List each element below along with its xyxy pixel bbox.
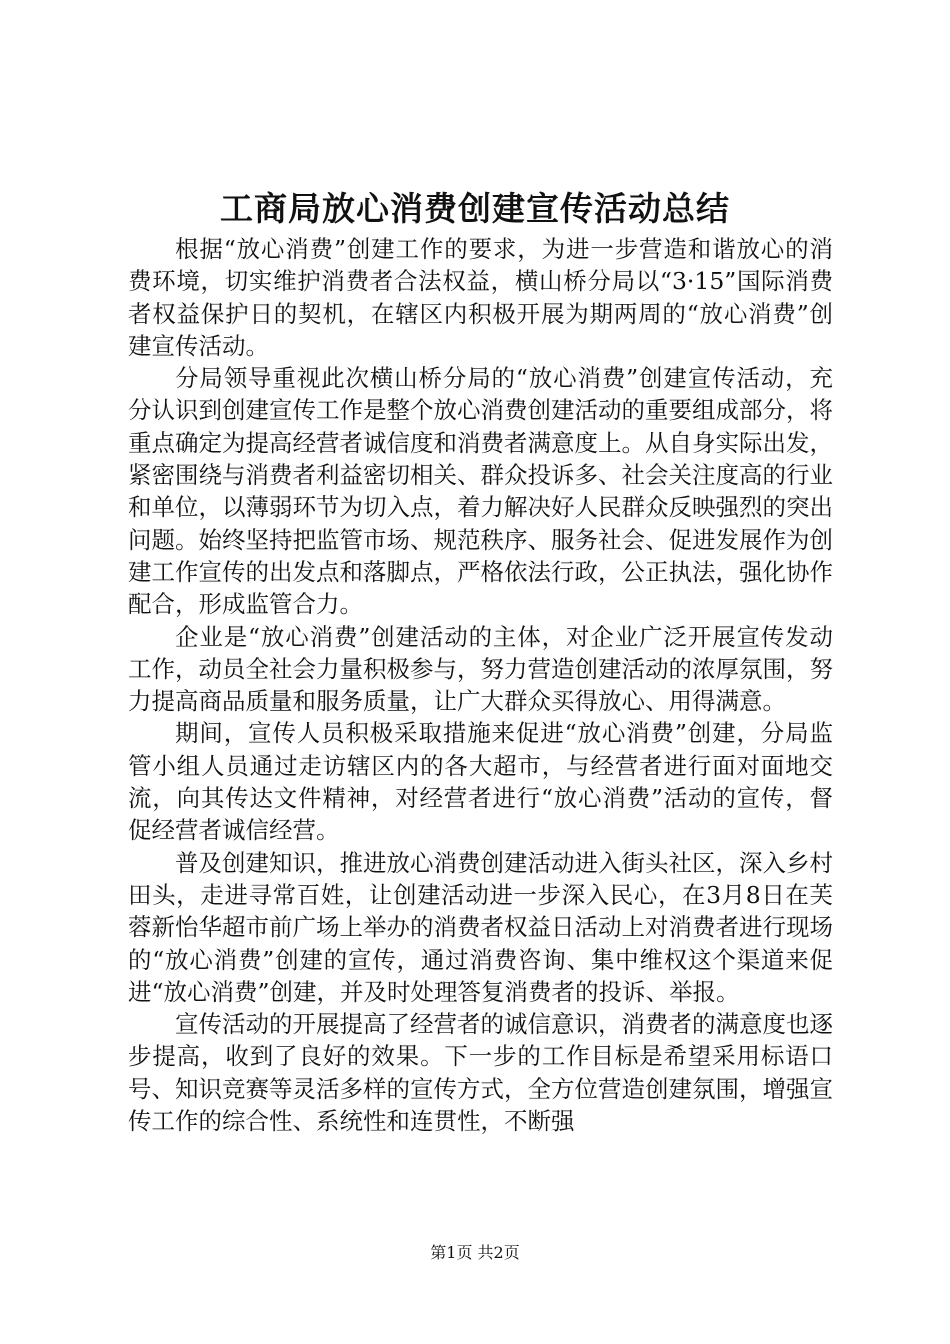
paragraph: 宣传活动的开展提高了经营者的诚信意识，消费者的满意度也逐步提高，收到了良好的效果。下一步的工作目标是希望采用标语口号、知识竞赛等灵活多样的宣传方式，全方位营造创建氛围，增强宣传工作的综合性、系统性和连贯性，不断强 <box>128 1010 833 1136</box>
document-body <box>128 233 833 1137</box>
paragraph: 普及创建知识，推进放心消费创建活动进入街头社区，深入乡村田头，走进寻常百姓，让创建活动进一步深入民心，在3月8日在芙蓉新怡华超市前广场上举办的消费者权益日活动上对消费者进行现场的“放心消费”创建的宣传，通过消费咨询、集中维权这个渠道来促进“放心消费”创建，并及时处理答复消费者的投诉、举报。 <box>128 848 833 1006</box>
paragraph: 企业是“放心消费”创建活动的主体，对企业广泛开展宣传发动工作，动员全社会力量积极参与，努力营造创建活动的浓厚氛围，努力提高商品质量和服务质量，让广大群众买得放心、用得满意。 <box>128 622 833 716</box>
paragraph: 分局领导重视此次横山桥分局的“放心消费”创建宣传活动，充分认识到创建宣传工作是整个放心消费创建活动的重要组成部分，将重点确定为提高经营者诚信度和消费者满意度上。从自身实际出发，紧密围绕与消费者利益密切相关、群众投诉多、社会关注度高的行业和单位，以薄弱环节为切入点，着力解决好人民群众反映强烈的突出问题。始终坚持把监管市场、规范秩序、服务社会、促进发展作为创建工作宣传的出发点和落脚点，严格依法行政，公正执法，强化协作配合，形成监管合力。 <box>128 364 833 619</box>
paragraph: 期间，宣传人员积极采取措施来促进“放心消费”创建，分局监管小组人员通过走访辖区内的各大超市，与经营者进行面对面地交流，向其传达文件精神，对经营者进行“放心消费”活动的宣传，督促经营者诚信经营。 <box>128 719 833 845</box>
document-title: 工商局放心消费创建宣传活动总结 <box>220 189 730 228</box>
paragraph: 根据“放心消费”创建工作的要求，为进一步营造和谐放心的消费环境，切实维护消费者合法权益，横山桥分局以“3·15”国际消费者权益保护日的契机，在辖区内积极开展为期两周的“放心消费”创建宣传活动。 <box>128 235 833 360</box>
page-footer: 第1页 共2页 <box>430 1243 520 1262</box>
